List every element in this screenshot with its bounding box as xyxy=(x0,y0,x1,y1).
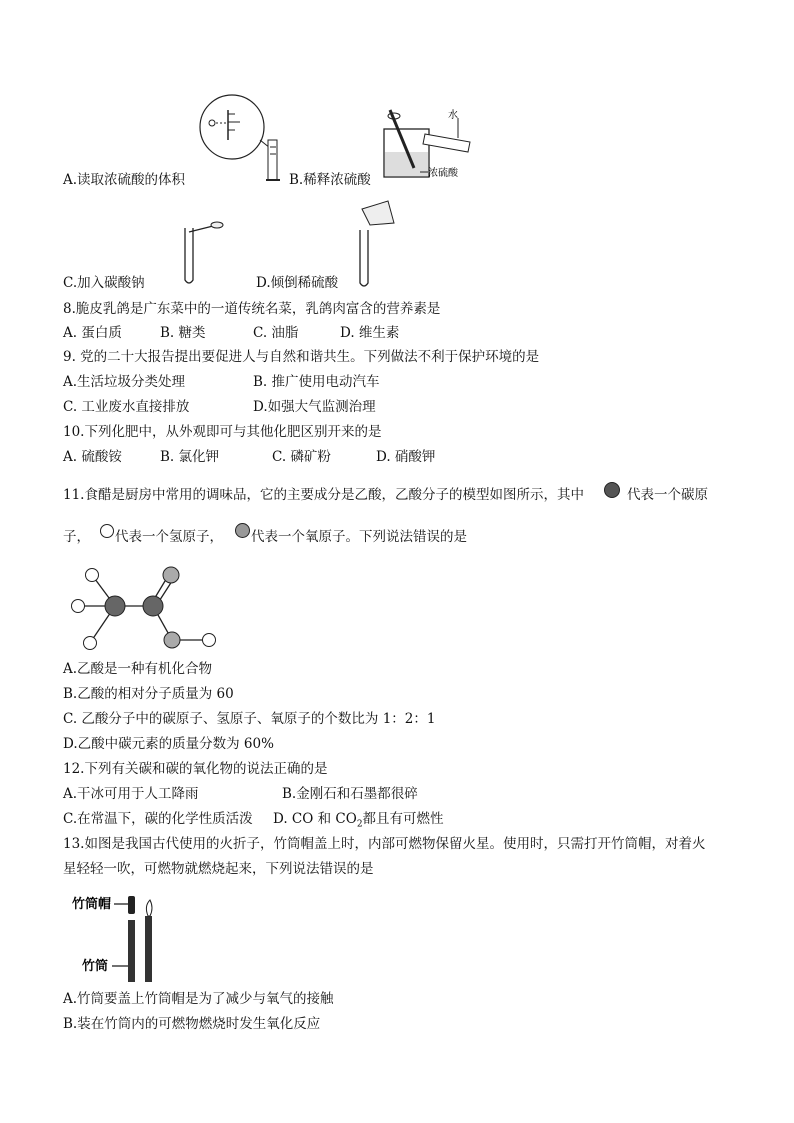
q8-option-b: B. 糖类 xyxy=(160,325,206,341)
pour-dilute-acid-figure xyxy=(350,195,410,290)
q11-option-d: D.乙酸中碳元素的质量分数为 60% xyxy=(63,736,274,752)
q10-option-c: C. 磷矿粉 xyxy=(272,449,331,465)
q11-option-b: B.乙酸的相对分子质量为 60 xyxy=(63,686,234,702)
carbon-atom-icon xyxy=(603,481,621,499)
q9-option-c: C. 工业废水直接排放 xyxy=(63,399,190,415)
q8-stem: 8.脆皮乳鸽是广东菜中的一道传统名菜，乳鸽肉富含的营养素是 xyxy=(63,301,441,317)
q9-option-b: B. 推广使用电动汽车 xyxy=(253,374,380,390)
q7-option-c: C.加入碳酸钠 xyxy=(63,275,145,291)
q13-option-b: B.装在竹筒内的可燃物燃烧时发生氧化反应 xyxy=(63,1016,321,1032)
q10-stem: 10.下列化肥中，从外观即可与其他化肥区别开来的是 xyxy=(63,424,382,440)
bamboo-tube-label: 竹筒 xyxy=(82,959,109,974)
q7-option-d: D.倾倒稀硫酸 xyxy=(256,275,339,291)
q8-option-a: A. 蛋白质 xyxy=(63,325,122,341)
hydrogen-atom-icon xyxy=(99,523,115,539)
q9-stem: 9. 党的二十大报告提出要促进人与自然和谐共生。下列做法不利于保护环境的是 xyxy=(63,349,540,365)
q8-option-d: D. 维生素 xyxy=(340,325,400,341)
q10-option-a: A. 硫酸铵 xyxy=(63,449,122,465)
q10-option-b: B. 氯化钾 xyxy=(160,449,220,465)
q9-option-d: D.如强大气监测治理 xyxy=(253,399,376,415)
q11-stem-line2-a: 子， xyxy=(63,529,90,545)
q7-option-b: B.稀释浓硫酸 xyxy=(289,172,371,188)
q13-stem-line2: 星轻轻一吹，可燃物就燃烧起来，下列说法错误的是 xyxy=(63,861,374,877)
q11-stem-line2-c: 代表一个氧原子。下列说法错误的是 xyxy=(251,529,467,545)
q12-stem: 12.下列有关碳和碳的氧化物的说法正确的是 xyxy=(63,761,328,777)
q13-stem-line1: 13.如图是我国古代使用的火折子，竹筒帽盖上时，内部可燃物保留火星。使用时，只需打开竹筒帽，对着火 xyxy=(63,836,706,852)
q7-option-a: A.读取浓硫酸的体积 xyxy=(63,172,186,188)
add-sodium-carbonate-figure xyxy=(175,218,235,288)
q12-option-a: A.干冰可用于人工降雨 xyxy=(63,786,199,802)
q12-option-d: D. CO 和 $CO_2$都且有可燃性 xyxy=(273,811,444,830)
q11-stem-line2-b: 代表一个氢原子， xyxy=(115,529,223,545)
q8-option-c: C. 油脂 xyxy=(253,325,299,341)
q11-stem-part2: 代表一个碳原 xyxy=(627,487,708,503)
oxygen-atom-icon xyxy=(234,522,251,539)
q12-option-b: B.金刚石和石墨都很碎 xyxy=(282,786,418,802)
q10-option-d: D. 硝酸钾 xyxy=(376,449,436,465)
bamboo-cap-label: 竹筒帽 xyxy=(72,897,112,912)
q11-option-a: A.乙酸是一种有机化合物 xyxy=(63,661,213,677)
acetic-acid-molecule-model xyxy=(68,560,228,660)
q13-option-a: A.竹筒要盖上竹筒帽是为了减少与氧气的接触 xyxy=(63,991,334,1007)
q11-option-c: C. 乙酸分子中的碳原子、氢原子、氧原子的个数比为 1：2：1 xyxy=(63,711,436,727)
water-label: 水 xyxy=(448,110,458,121)
fire-starter-figure xyxy=(72,888,182,983)
q12-option-c: C.在常温下，碳的化学性质活泼 xyxy=(63,811,253,827)
q9-option-a: A.生活垃圾分类处理 xyxy=(63,374,186,390)
conc-acid-label: 浓硫酸 xyxy=(428,168,458,179)
dilute-sulfuric-acid-figure xyxy=(380,104,490,184)
q11-stem-part1: 11.食醋是厨房中常用的调味品，它的主要成分是乙酸，乙酸分子的模型如图所示，其中 xyxy=(63,487,584,503)
